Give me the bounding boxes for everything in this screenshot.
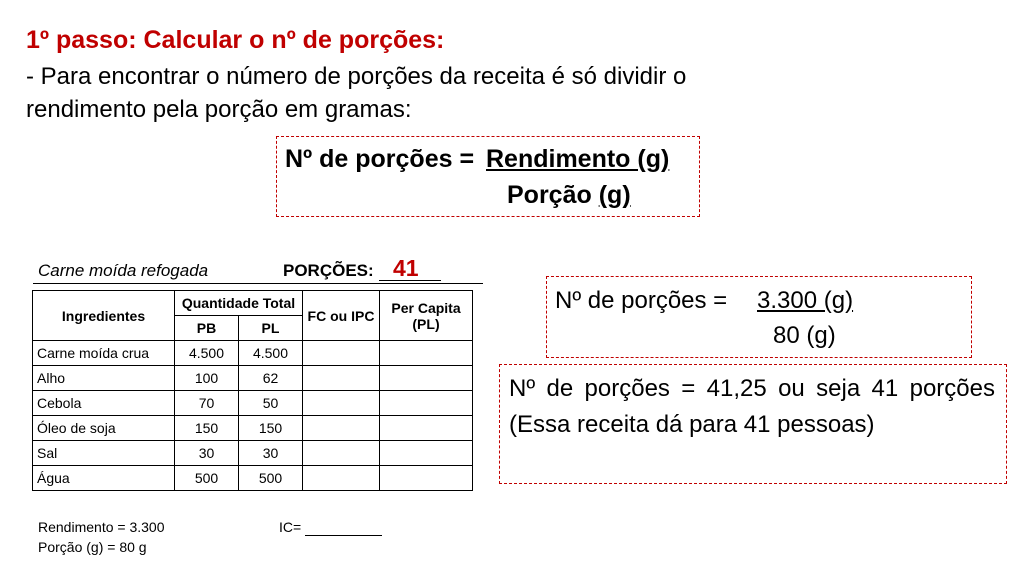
header-pl: PL bbox=[239, 316, 303, 341]
cell-pb: 70 bbox=[175, 391, 239, 416]
recipe-table bbox=[32, 290, 473, 491]
ic-blank-line bbox=[305, 535, 382, 536]
ic-label: IC= bbox=[279, 519, 302, 535]
cell-per-capita bbox=[380, 341, 473, 366]
header-fc-ipc: FC ou IPC bbox=[303, 291, 380, 341]
cell-fc bbox=[303, 416, 380, 441]
calc-numerator: 3.300 (g) bbox=[757, 287, 854, 314]
table-row bbox=[33, 366, 473, 391]
formula-denominator-unit: (g) bbox=[598, 181, 631, 209]
result-text: Nº de porções = 41,25 ou seja 41 porções (Essa receita dá para 41 pessoas) bbox=[509, 375, 995, 438]
porcao-text: Porção (g) = 80 g bbox=[38, 539, 147, 555]
calc-left: Nº de porções = bbox=[555, 287, 728, 314]
title-divider bbox=[33, 283, 483, 284]
cell-ingrediente: Água bbox=[33, 466, 175, 491]
cell-pl: 500 bbox=[239, 466, 303, 491]
cell-pl: 50 bbox=[239, 391, 303, 416]
cell-pb: 100 bbox=[175, 366, 239, 391]
cell-fc bbox=[303, 391, 380, 416]
table-row bbox=[33, 466, 473, 491]
calc-denominator: 80 (g) bbox=[773, 322, 836, 349]
cell-ingrediente: Carne moída crua bbox=[33, 341, 175, 366]
table-row bbox=[33, 341, 473, 366]
table-row bbox=[33, 416, 473, 441]
page-heading: 1º passo: Calcular o nº de porções: bbox=[26, 26, 445, 54]
cell-per-capita bbox=[380, 466, 473, 491]
header-pb: PB bbox=[175, 316, 239, 341]
cell-pb: 4.500 bbox=[175, 341, 239, 366]
formula-denominator bbox=[507, 181, 631, 210]
cell-fc bbox=[303, 466, 380, 491]
table-row bbox=[33, 391, 473, 416]
cell-ingrediente: Cebola bbox=[33, 391, 175, 416]
cell-pl: 150 bbox=[239, 416, 303, 441]
table-row bbox=[33, 441, 473, 466]
cell-pb: 30 bbox=[175, 441, 239, 466]
cell-per-capita bbox=[380, 416, 473, 441]
porcoes-value: 41 bbox=[393, 255, 419, 281]
cell-fc bbox=[303, 366, 380, 391]
cell-per-capita bbox=[380, 391, 473, 416]
porcoes-underline bbox=[379, 280, 441, 281]
header-per-capita: Per Capita (PL) bbox=[380, 291, 473, 341]
formula-left: Nº de porções = bbox=[285, 145, 475, 173]
formula-box bbox=[276, 136, 700, 217]
formula-numerator: Rendimento (g) bbox=[486, 145, 670, 173]
header-ingredientes: Ingredientes bbox=[33, 291, 175, 341]
cell-per-capita bbox=[380, 366, 473, 391]
calculation-box bbox=[546, 276, 972, 358]
rendimento-text: Rendimento = 3.300 bbox=[38, 519, 165, 535]
cell-fc bbox=[303, 341, 380, 366]
intro-text: - Para encontrar o número de porções da receita é só dividir o rendimento pela porção em gramas: bbox=[26, 63, 687, 123]
result-box bbox=[499, 364, 1007, 484]
cell-ingrediente: Sal bbox=[33, 441, 175, 466]
cell-pb: 150 bbox=[175, 416, 239, 441]
cell-ingrediente: Óleo de soja bbox=[33, 416, 175, 441]
formula-denominator-word: Porção bbox=[507, 181, 592, 209]
porcoes-label: PORÇÕES: bbox=[283, 261, 374, 280]
cell-pb: 500 bbox=[175, 466, 239, 491]
recipe-title: Carne moída refogada bbox=[38, 261, 209, 280]
header-quantidade-total: Quantidade Total bbox=[175, 291, 303, 316]
cell-per-capita bbox=[380, 441, 473, 466]
cell-pl: 4.500 bbox=[239, 341, 303, 366]
cell-fc bbox=[303, 441, 380, 466]
cell-ingrediente: Alho bbox=[33, 366, 175, 391]
cell-pl: 30 bbox=[239, 441, 303, 466]
cell-pl: 62 bbox=[239, 366, 303, 391]
